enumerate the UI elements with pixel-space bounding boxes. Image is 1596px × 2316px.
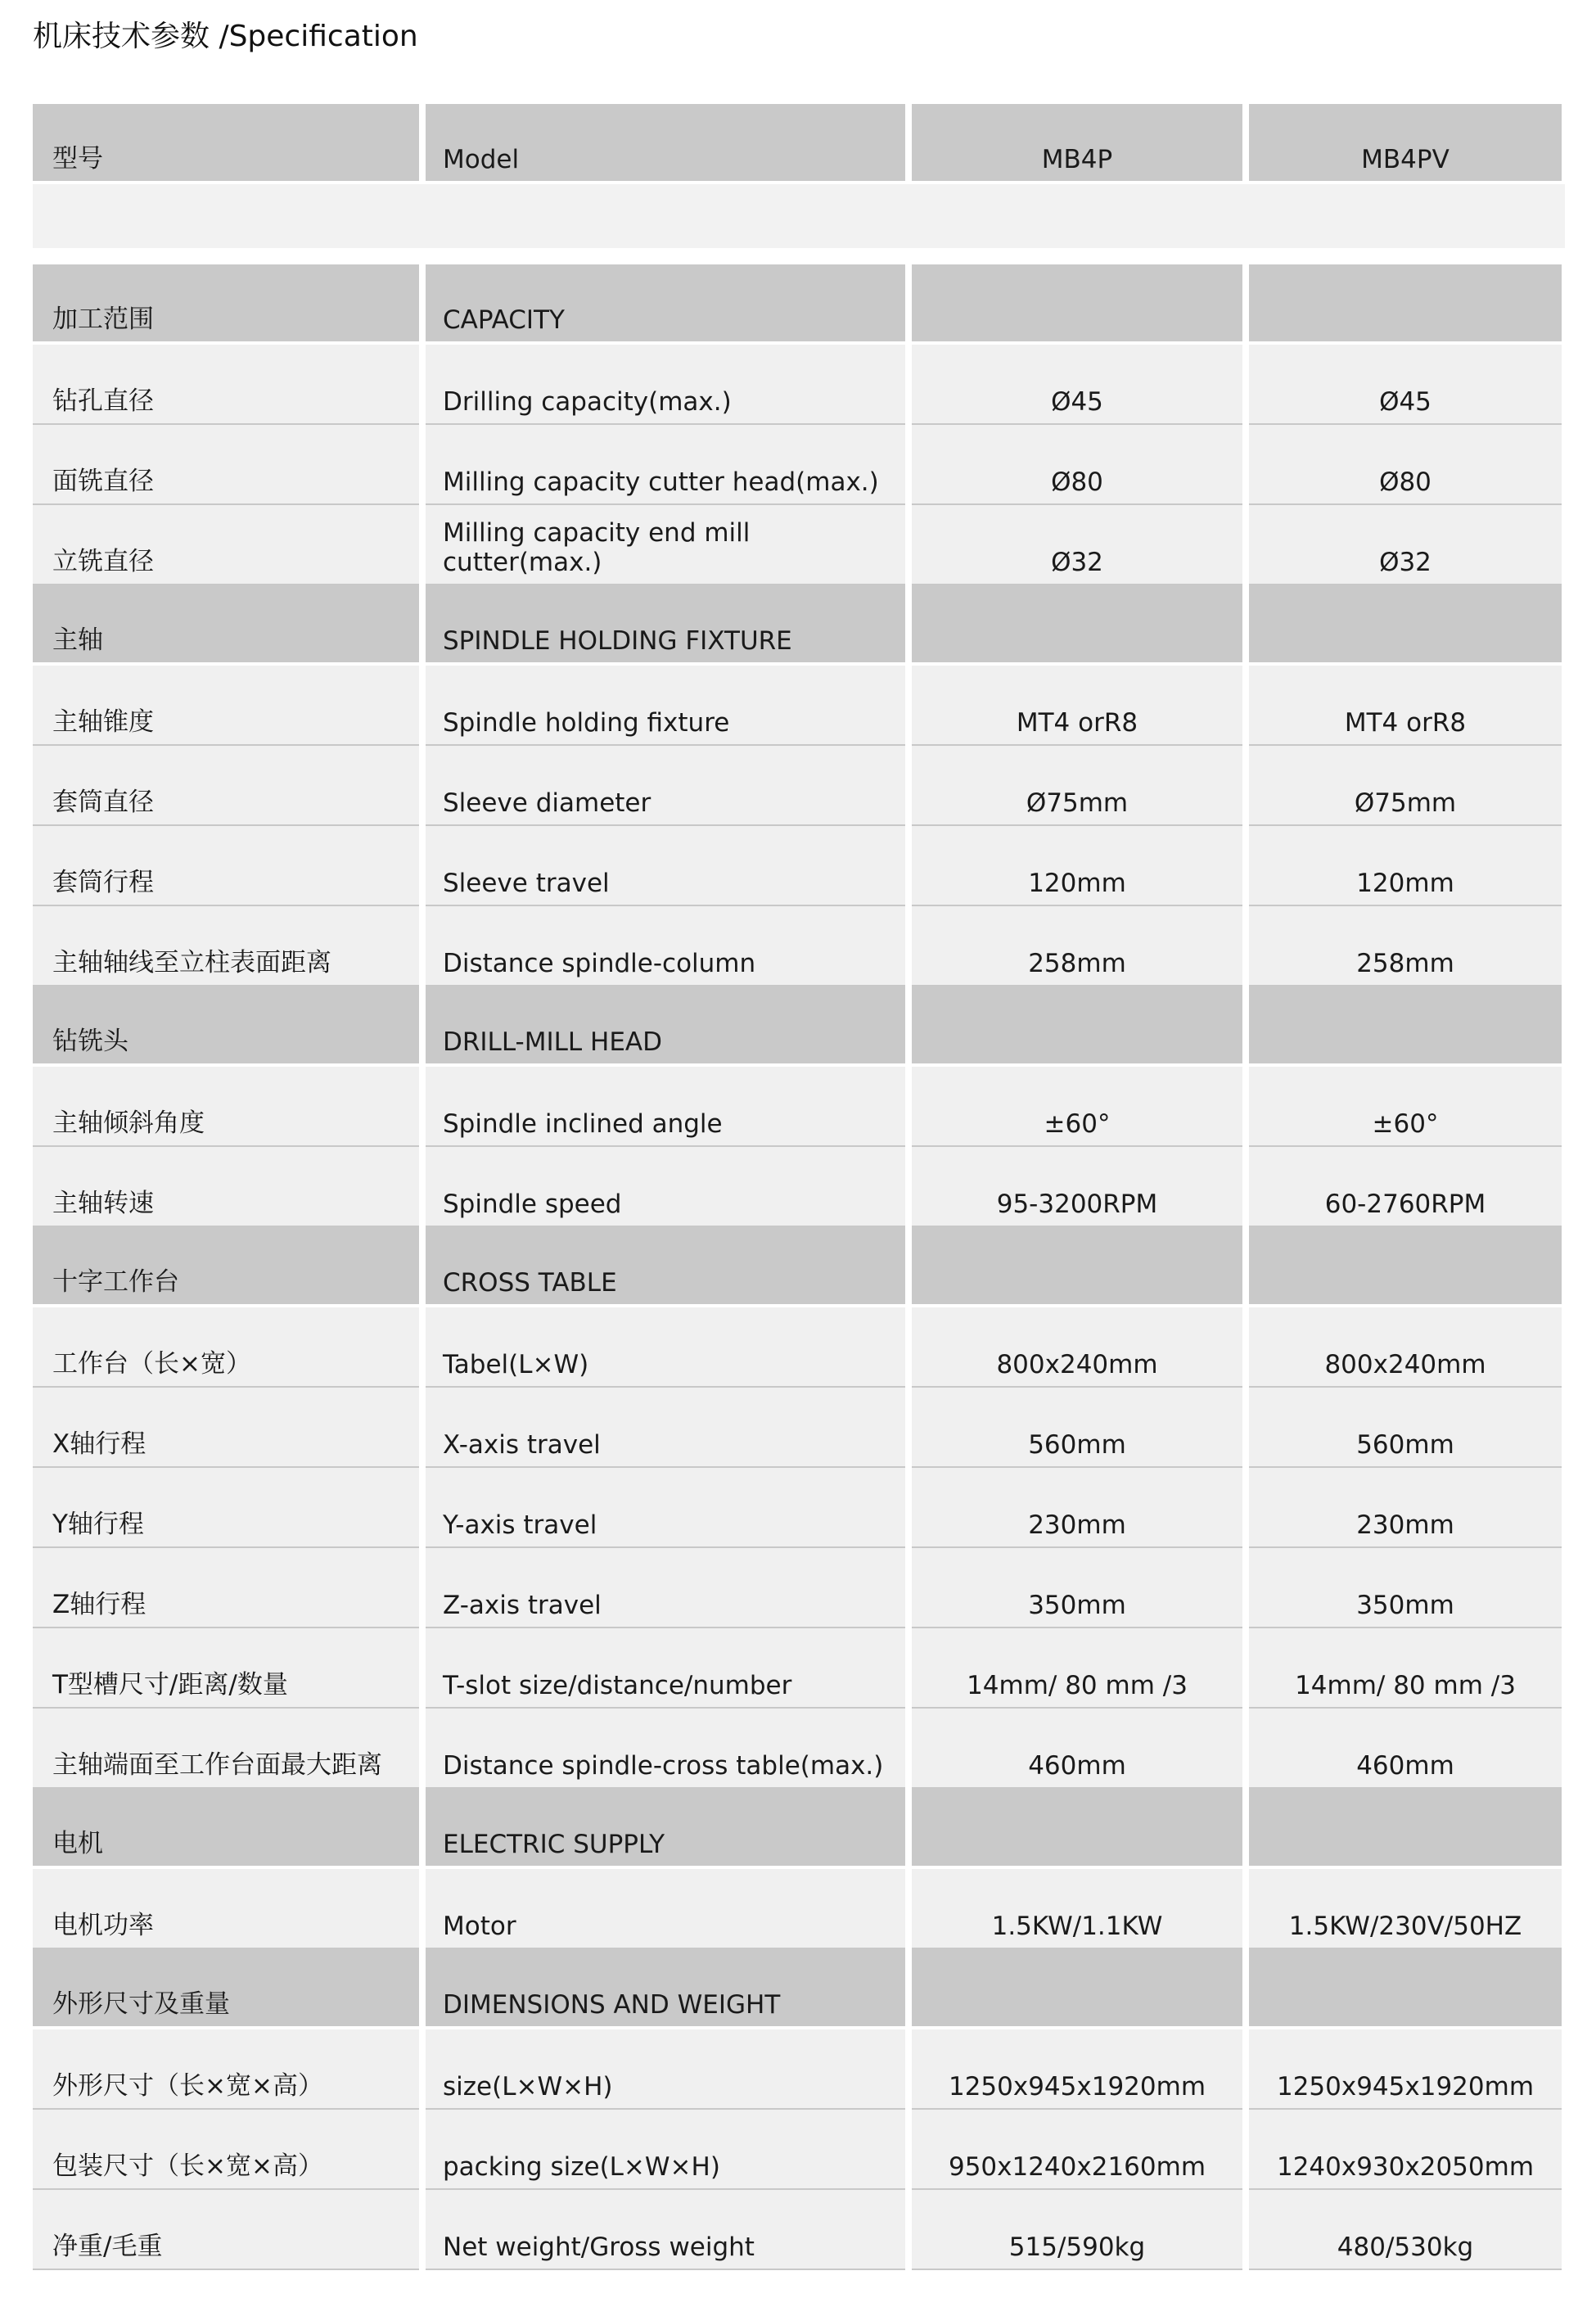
- cell-model-1: Ø80: [912, 425, 1242, 505]
- cell-model-1: [912, 1789, 1242, 1869]
- cell-model-2: 1.5KW/230V/50HZ: [1249, 1869, 1562, 1949]
- cell-model-2: 258mm: [1249, 906, 1562, 986]
- cell-model-1: 258mm: [912, 906, 1242, 986]
- cell-model-2: 14mm/ 80 mm /3: [1249, 1628, 1562, 1709]
- cell-model-1: 800x240mm: [912, 1307, 1242, 1388]
- header-en: Model: [426, 104, 905, 184]
- cell-cn: 十字工作台: [33, 1227, 419, 1307]
- table-row: [33, 826, 1562, 906]
- cell-cn: 加工范围: [33, 264, 419, 345]
- cell-en: ELECTRIC SUPPLY: [426, 1789, 905, 1869]
- cell-model-2: Ø80: [1249, 425, 1562, 505]
- cell-cn: 主轴轴线至立柱表面距离: [33, 906, 419, 986]
- cell-model-2: 460mm: [1249, 1709, 1562, 1789]
- cell-model-2: [1249, 1789, 1562, 1869]
- cell-cn: 外形尺寸（长×宽×高）: [33, 2029, 419, 2110]
- cell-model-2: [1249, 264, 1562, 345]
- section-row: [33, 1227, 1562, 1307]
- table-row: [33, 2029, 1562, 2110]
- cell-cn: 主轴: [33, 585, 419, 666]
- cell-en: Distance spindle-cross table(max.): [426, 1709, 905, 1789]
- cell-en: Tabel(L×W): [426, 1307, 905, 1388]
- cell-cn: 主轴转速: [33, 1147, 419, 1227]
- cell-cn: 面铣直径: [33, 425, 419, 505]
- cell-en: Sleeve travel: [426, 826, 905, 906]
- cell-model-1: [912, 986, 1242, 1067]
- cell-cn: 外形尺寸及重量: [33, 1949, 419, 2029]
- cell-model-1: 95-3200RPM: [912, 1147, 1242, 1227]
- section-row: [33, 1949, 1562, 2029]
- cell-cn: 工作台（长×宽）: [33, 1307, 419, 1388]
- cell-model-1: 350mm: [912, 1548, 1242, 1628]
- table-row: [33, 505, 1562, 585]
- cell-model-2: 120mm: [1249, 826, 1562, 906]
- cell-model-2: 350mm: [1249, 1548, 1562, 1628]
- cell-cn: Y轴行程: [33, 1468, 419, 1548]
- cell-model-1: Ø75mm: [912, 746, 1242, 826]
- cell-cn: 主轴端面至工作台面最大距离: [33, 1709, 419, 1789]
- table-body: [33, 264, 1562, 2270]
- table-row: [33, 666, 1562, 746]
- cell-cn: 主轴锥度: [33, 666, 419, 746]
- cell-model-2: [1249, 1949, 1562, 2029]
- cell-en: SPINDLE HOLDING FIXTURE: [426, 585, 905, 666]
- cell-cn: 包装尺寸（长×宽×高）: [33, 2110, 419, 2190]
- table-row: [33, 1548, 1562, 1628]
- cell-en: Spindle speed: [426, 1147, 905, 1227]
- section-row: [33, 1789, 1562, 1869]
- header-model-1: MB4P: [912, 104, 1242, 184]
- cell-en: CAPACITY: [426, 264, 905, 345]
- cell-cn: 净重/毛重: [33, 2190, 419, 2270]
- cell-model-1: 14mm/ 80 mm /3: [912, 1628, 1242, 1709]
- cell-cn: X轴行程: [33, 1388, 419, 1468]
- cell-model-2: 1240x930x2050mm: [1249, 2110, 1562, 2190]
- header-model-2: MB4PV: [1249, 104, 1562, 184]
- cell-model-2: [1249, 1227, 1562, 1307]
- cell-model-2: 480/530kg: [1249, 2190, 1562, 2270]
- table-row: [33, 906, 1562, 986]
- table-row: [33, 1869, 1562, 1949]
- cell-en: Spindle holding fixture: [426, 666, 905, 746]
- spec-table: [33, 104, 1562, 2270]
- cell-en: Distance spindle-column: [426, 906, 905, 986]
- cell-model-2: Ø32: [1249, 505, 1562, 585]
- header-spacer: [33, 184, 1562, 264]
- cell-en: Milling capacity cutter head(max.): [426, 425, 905, 505]
- cell-cn: 电机: [33, 1789, 419, 1869]
- cell-model-1: 560mm: [912, 1388, 1242, 1468]
- table-row: [33, 2110, 1562, 2190]
- cell-model-2: [1249, 986, 1562, 1067]
- cell-en: DRILL-MILL HEAD: [426, 986, 905, 1067]
- table-row: [33, 1468, 1562, 1548]
- header-cn: 型号: [33, 104, 419, 184]
- cell-model-1: Ø32: [912, 505, 1242, 585]
- cell-model-2: 60-2760RPM: [1249, 1147, 1562, 1227]
- table-row: [33, 1147, 1562, 1227]
- cell-model-1: 230mm: [912, 1468, 1242, 1548]
- table-row: [33, 1388, 1562, 1468]
- cell-model-2: 1250x945x1920mm: [1249, 2029, 1562, 2110]
- cell-model-2: 560mm: [1249, 1388, 1562, 1468]
- cell-en: T-slot size/distance/number: [426, 1628, 905, 1709]
- table-row: [33, 2190, 1562, 2270]
- cell-model-1: 950x1240x2160mm: [912, 2110, 1242, 2190]
- cell-model-1: 120mm: [912, 826, 1242, 906]
- section-row: [33, 585, 1562, 666]
- cell-model-2: 800x240mm: [1249, 1307, 1562, 1388]
- cell-model-1: 1.5KW/1.1KW: [912, 1869, 1242, 1949]
- cell-cn: 主轴倾斜角度: [33, 1067, 419, 1147]
- cell-en: Spindle inclined angle: [426, 1067, 905, 1147]
- cell-en: Sleeve diameter: [426, 746, 905, 826]
- cell-en: Motor: [426, 1869, 905, 1949]
- cell-en: packing size(L×W×H): [426, 2110, 905, 2190]
- cell-en: DIMENSIONS AND WEIGHT: [426, 1949, 905, 2029]
- table-row: [33, 1709, 1562, 1789]
- cell-en: X-axis travel: [426, 1388, 905, 1468]
- cell-model-2: ±60°: [1249, 1067, 1562, 1147]
- cell-cn: 套筒直径: [33, 746, 419, 826]
- cell-model-2: Ø75mm: [1249, 746, 1562, 826]
- cell-model-2: Ø45: [1249, 345, 1562, 425]
- cell-en: Net weight/Gross weight: [426, 2190, 905, 2270]
- cell-cn: 钻孔直径: [33, 345, 419, 425]
- cell-model-2: 230mm: [1249, 1468, 1562, 1548]
- cell-en: Drilling capacity(max.): [426, 345, 905, 425]
- table-row: [33, 1067, 1562, 1147]
- cell-en: CROSS TABLE: [426, 1227, 905, 1307]
- cell-cn: 电机功率: [33, 1869, 419, 1949]
- table-row: [33, 1628, 1562, 1709]
- cell-model-1: [912, 1227, 1242, 1307]
- cell-model-1: Ø45: [912, 345, 1242, 425]
- table-row: [33, 345, 1562, 425]
- cell-model-1: MT4 orR8: [912, 666, 1242, 746]
- cell-model-1: [912, 1949, 1242, 2029]
- table-header-row: [33, 104, 1562, 184]
- table-row: [33, 425, 1562, 505]
- cell-model-2: MT4 orR8: [1249, 666, 1562, 746]
- cell-model-1: [912, 264, 1242, 345]
- page-title: 机床技术参数 /Specification: [33, 20, 418, 53]
- spacer-band: [33, 184, 1565, 248]
- table-row: [33, 1307, 1562, 1388]
- section-row: [33, 986, 1562, 1067]
- cell-model-1: [912, 585, 1242, 666]
- section-row: [33, 264, 1562, 345]
- cell-model-1: 460mm: [912, 1709, 1242, 1789]
- cell-model-1: ±60°: [912, 1067, 1242, 1147]
- cell-model-1: 1250x945x1920mm: [912, 2029, 1242, 2110]
- cell-cn: Z轴行程: [33, 1548, 419, 1628]
- cell-en: Milling capacity end mill cutter(max.): [426, 505, 905, 585]
- table-row: [33, 746, 1562, 826]
- cell-model-1: 515/590kg: [912, 2190, 1242, 2270]
- cell-model-2: [1249, 585, 1562, 666]
- cell-en: Z-axis travel: [426, 1548, 905, 1628]
- cell-en: size(L×W×H): [426, 2029, 905, 2110]
- cell-cn: 钻铣头: [33, 986, 419, 1067]
- cell-en: Y-axis travel: [426, 1468, 905, 1548]
- cell-cn: 立铣直径: [33, 505, 419, 585]
- cell-cn: T型槽尺寸/距离/数量: [33, 1628, 419, 1709]
- cell-cn: 套筒行程: [33, 826, 419, 906]
